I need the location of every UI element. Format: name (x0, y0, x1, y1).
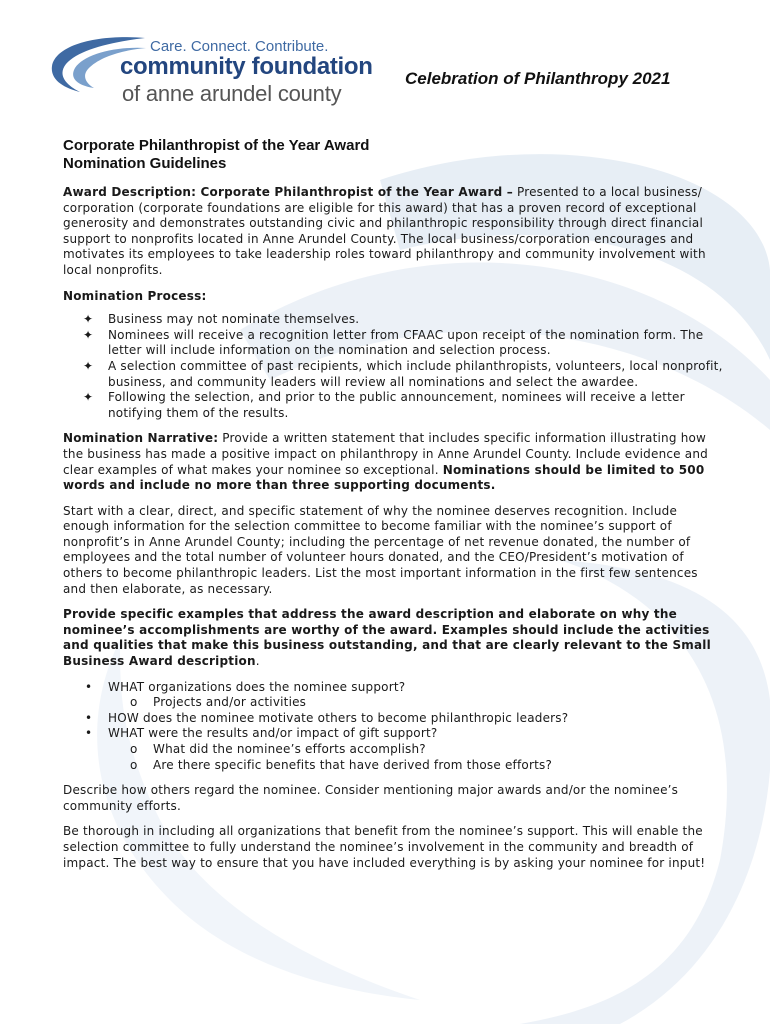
logo-tagline: Care. Connect. Contribute. (150, 38, 329, 55)
examples-bold-text: Provide specific examples that address the award description and elaborate on why the nominee’s accomplishments are worthy of the award. Examples should include the activities and qualities that make this business outstanding, and that are clearly relevant to the Small Business Award description (63, 607, 711, 669)
list-item-text: A selection committee of past recipients, which include philanthropists, volunteers, local nonprofit, business, and community leaders will review all nominations and select the awardee. (108, 358, 723, 389)
list-item-text: Nominees will receive a recognition letter from CFAAC upon receipt of the nomination form. The letter will include information on the nomination and selection process. (108, 327, 704, 358)
sub-item-text: What did the nominee’s efforts accomplish? (153, 742, 426, 756)
circle-bullet-icon: o (130, 695, 138, 710)
list-item (85, 679, 723, 711)
list-item (83, 358, 723, 390)
sub-item-text: Projects and/or activities (153, 695, 307, 710)
sub-list-item (130, 757, 723, 774)
bullet-icon: • (85, 726, 93, 741)
nomination-narrative-paragraph (63, 431, 723, 493)
document-body (63, 185, 723, 881)
nomination-process-list (63, 312, 723, 421)
question-text: WHAT were the results and/or impact of gift support? (108, 726, 438, 741)
start-paragraph: Start with a clear, direct, and specific statement of why the nominee deserves recognition. Include enough information for the selection committee to become familiar with the nominee’s support of nonprofit’s in Anne Arundel County; including the percentage of net revenue donated, the number of employees and the total number of volunteer hours donated, and the CEO/President’s motivation of others to become philanthropic leaders. List the most important information in the first few sentences and then elaborate, as necessary. (63, 503, 698, 596)
describe-paragraph: Describe how others regard the nominee. Consider mentioning major awards and/or the nominee’s community efforts. (63, 783, 679, 813)
heading-line-2: Nomination Guidelines (63, 155, 227, 172)
nomination-process-label-paragraph (63, 289, 723, 305)
star-bullet-icon: ✦ (83, 312, 94, 327)
list-item (83, 312, 723, 328)
list-item-text: Following the selection, and prior to the public announcement, nominees will receive a letter notifying them of the results. (108, 390, 685, 420)
sub-list-item (130, 695, 723, 711)
list-item (85, 726, 723, 773)
list-item (83, 390, 723, 421)
foundation-logo (50, 34, 380, 114)
circle-bullet-icon: o (130, 742, 138, 756)
list-item (85, 710, 723, 727)
questions-list (63, 680, 723, 774)
nomination-limit-text: Nominations should be limited to 500 words and include no more than three supporting documents. (63, 462, 705, 493)
question-text: HOW does the nominee motivate others to become philanthropic leaders? (108, 710, 569, 725)
list-item-text: Business may not nominate themselves. (108, 312, 360, 327)
nomination-process-label: Nomination Process: (63, 288, 207, 303)
nomination-narrative-label: Nomination Narrative: (63, 431, 219, 446)
list-item (83, 327, 723, 359)
examples-end: . (255, 654, 260, 669)
award-description-text: Presented to a local business/ corporation (corporate foundations are eligible for this award) that has a proven record of exceptional generosity and demonstrates outstanding civic and philanthropic responsibility through direct financial support to nonprofits located in Anne Arundel County. The local business/corporation encourages and motivates its employees to take leadership roles toward philanthropy and community involvement with local nonprofits. (63, 185, 706, 277)
bullet-icon: • (85, 679, 93, 694)
star-bullet-icon: ✦ (83, 390, 94, 405)
sub-list (108, 742, 723, 773)
logo-region: of anne arundel county (122, 81, 342, 106)
bullet-icon: • (85, 710, 93, 725)
examples-paragraph (63, 607, 723, 669)
sub-list-item (130, 742, 723, 758)
nomination-narrative-text: Provide a written statement that includes specific information illustrating how the business has made a positive impact on philanthropy in Anne Arundel County. Include evidence and clear examples of what makes your nominee so exceptional. (63, 431, 708, 477)
star-bullet-icon: ✦ (83, 327, 94, 342)
award-description-paragraph (63, 185, 723, 279)
sub-list (108, 695, 723, 711)
question-text: WHAT organizations does the nominee support? (108, 679, 406, 694)
logo-name: community foundation (120, 53, 373, 80)
sub-item-text: Are there specific benefits that have derived from those efforts? (153, 757, 553, 772)
circle-bullet-icon: o (130, 757, 138, 772)
heading-line-1: Corporate Philanthropist of the Year Award (63, 137, 370, 154)
star-bullet-icon: ✦ (83, 358, 94, 373)
thorough-paragraph: Be thorough in including all organizations that benefit from the nominee’s support. This will enable the selection committee to fully understand the nominee’s involvement in the community and breadth of impact. The best way to ensure that you have included everything is by asking your nominee for input! (63, 824, 706, 870)
event-title: Celebration of Philanthropy 2021 (405, 69, 671, 88)
award-description-label: Award Description: Corporate Philanthropist of the Year Award – (63, 185, 513, 199)
document-heading (63, 137, 369, 173)
